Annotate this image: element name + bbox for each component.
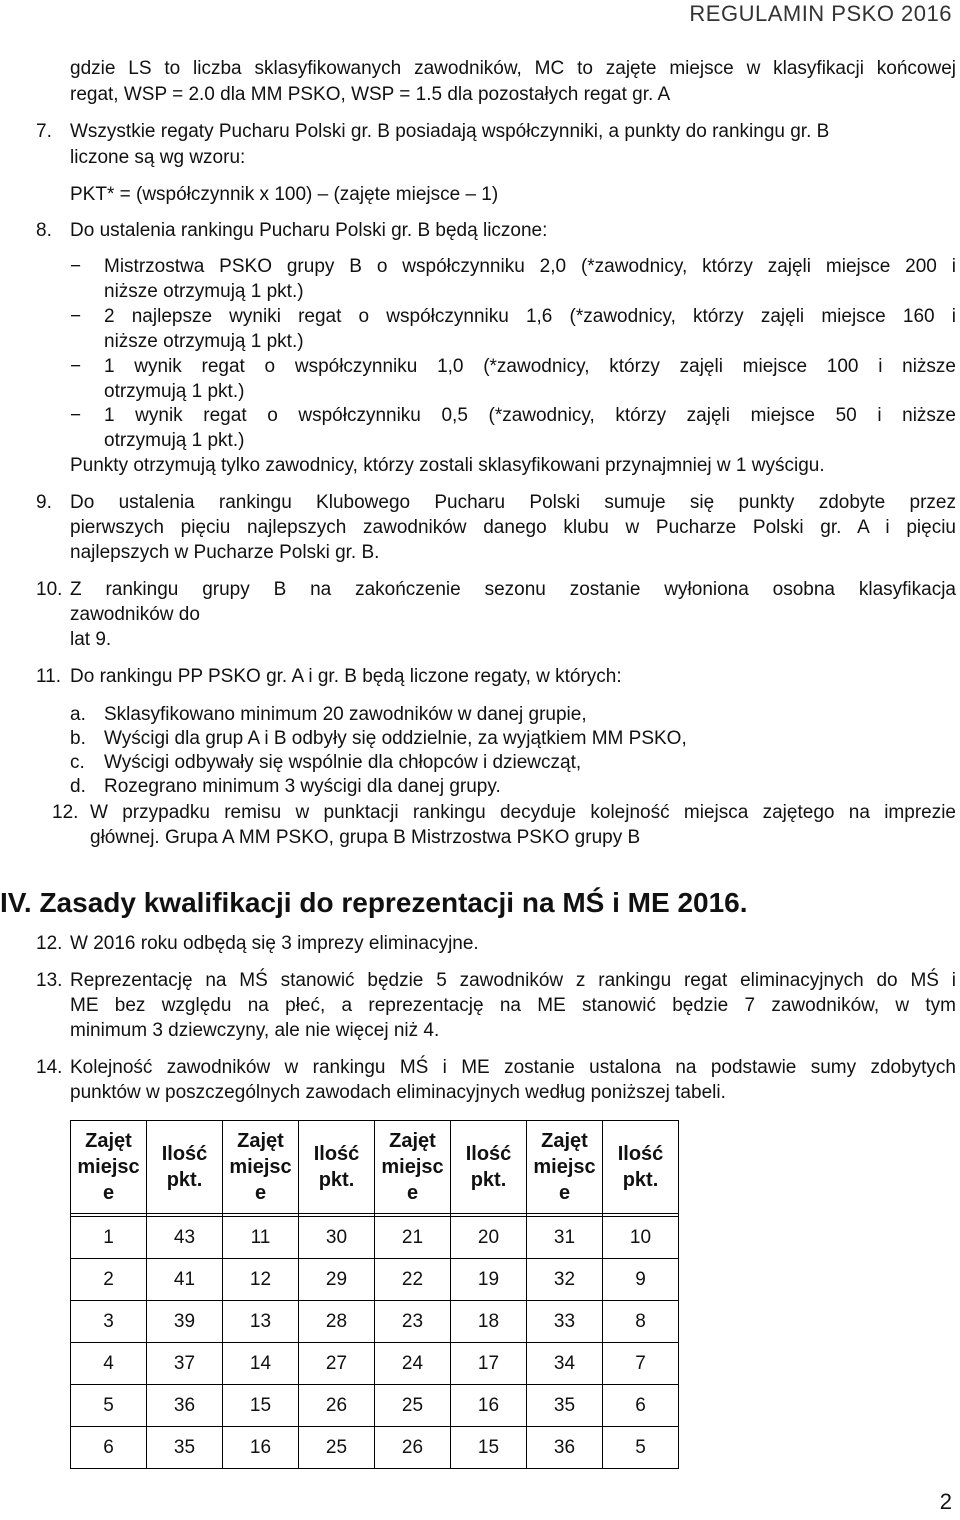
table-cell: 21	[375, 1217, 451, 1259]
item-13-line-1: Reprezentację na MŚ stanowić będzie 5 zawodników z rankingu regat eliminacyjnych do MŚ i	[70, 970, 956, 991]
table-row	[71, 1343, 679, 1385]
item-11d-letter: d.	[70, 776, 86, 797]
item-10-number: 10.	[36, 579, 63, 600]
table-cell: 22	[375, 1259, 451, 1301]
header-place: Zajęt miejsc e	[223, 1121, 299, 1214]
item-11c-text: Wyścigi odbywały się wspólnie dla chłopców i dziewcząt,	[104, 752, 582, 773]
table-cell: 6	[71, 1427, 147, 1469]
table-header-row	[71, 1121, 679, 1214]
item-11b-text: Wyścigi dla grup A i B odbyły się oddzielnie, za wyjątkiem MM PSKO,	[104, 728, 687, 749]
table-cell: 32	[527, 1259, 603, 1301]
table-cell: 8	[603, 1301, 679, 1343]
table-row	[71, 1427, 679, 1469]
item-9-line-2: pierwszych pięciu najlepszych zawodników danego klubu w Pucharze Polski gr. A i pięciu	[70, 517, 956, 538]
bullet-dash: −	[70, 356, 82, 377]
item-13-line-2: ME bez względu na płeć, a reprezentację na ME stanowić będzie 7 zawodników, w tym	[70, 995, 956, 1016]
table-cell: 5	[603, 1427, 679, 1469]
item-11a-text: Sklasyfikowano minimum 20 zawodników w danej grupie,	[104, 704, 587, 725]
table-cell: 43	[147, 1217, 223, 1259]
table-cell: 30	[299, 1217, 375, 1259]
item-11c-letter: c.	[70, 752, 85, 773]
item-14-number: 14.	[36, 1057, 63, 1078]
bullet-3-line-2: otrzymują 1 pkt.)	[104, 381, 245, 402]
table-cell: 2	[71, 1259, 147, 1301]
table-row	[71, 1217, 679, 1259]
item-12-number: 12.	[52, 802, 79, 823]
table-cell: 5	[71, 1385, 147, 1427]
header-points: Ilość pkt.	[299, 1121, 375, 1214]
item-14-line-2: punktów w poszczególnych zawodach eliminacyjnych według poniższej tabeli.	[70, 1082, 726, 1103]
item-7-line-2: liczone są wg wzoru:	[70, 147, 246, 168]
item-9-line-3: najlepszych w Pucharze Polski gr. B.	[70, 542, 380, 563]
table-cell: 36	[527, 1427, 603, 1469]
table-cell: 10	[603, 1217, 679, 1259]
table-cell: 37	[147, 1343, 223, 1385]
table-cell: 26	[299, 1385, 375, 1427]
item-9-line-1: Do ustalenia rankingu Klubowego Pucharu Polski sumuje się punkty zdobyte przez	[70, 492, 956, 513]
item-11a-letter: a.	[70, 704, 86, 725]
table-cell: 18	[451, 1301, 527, 1343]
item-8-note: Punkty otrzymują tylko zawodnicy, którzy zostali sklasyfikowani przynajmniej w 1 wyścigu.	[70, 455, 825, 476]
item-11b-letter: b.	[70, 728, 86, 749]
table-cell: 35	[527, 1385, 603, 1427]
table-cell: 27	[299, 1343, 375, 1385]
item-12b-text: W 2016 roku odbędą się 3 imprezy eliminacyjne.	[70, 933, 479, 954]
page-number: 2	[939, 1489, 952, 1514]
table-cell: 26	[375, 1427, 451, 1469]
item-12-line-2: głównej. Grupa A MM PSKO, grupa B Mistrzostwa PSKO grupy B	[90, 827, 641, 848]
table-row	[71, 1259, 679, 1301]
table-cell: 15	[451, 1427, 527, 1469]
bullet-3-line-1: 1 wynik regat o współczynniku 1,0 (*zawodnicy, którzy zajęli miejsce 100 i niższe	[104, 356, 956, 377]
bullet-2-line-2: niższe otrzymują 1 pkt.)	[104, 331, 304, 352]
table-cell: 35	[147, 1427, 223, 1469]
header-points: Ilość pkt.	[603, 1121, 679, 1214]
item-12-line-1: W przypadku remisu w punktacji rankingu decyduje kolejność miejsca zajętego na imprezie	[90, 802, 956, 823]
table-cell: 41	[147, 1259, 223, 1301]
table-cell: 1	[71, 1217, 147, 1259]
table-cell: 20	[451, 1217, 527, 1259]
table-row	[71, 1385, 679, 1427]
table-cell: 19	[451, 1259, 527, 1301]
table-cell: 39	[147, 1301, 223, 1343]
table-cell: 29	[299, 1259, 375, 1301]
item-13-line-3: minimum 3 dziewczyny, ale nie więcej niż 4.	[70, 1020, 440, 1041]
bullet-dash: −	[70, 405, 82, 426]
item-11d-text: Rozegrano minimum 3 wyścigi dla danej grupy.	[104, 776, 501, 797]
table-cell: 15	[223, 1385, 299, 1427]
item-8-text: Do ustalenia rankingu Pucharu Polski gr. B będą liczone:	[70, 220, 548, 241]
table-row	[71, 1301, 679, 1343]
header-points: Ilość pkt.	[147, 1121, 223, 1214]
table-cell: 17	[451, 1343, 527, 1385]
table-cell: 33	[527, 1301, 603, 1343]
table-cell: 3	[71, 1301, 147, 1343]
table-cell: 16	[223, 1427, 299, 1469]
intro-line-2: regat, WSP = 2.0 dla MM PSKO, WSP = 1.5 dla pozostałych regat gr. A	[70, 84, 671, 105]
bullet-dash: −	[70, 256, 82, 277]
table-cell: 11	[223, 1217, 299, 1259]
table-cell: 36	[147, 1385, 223, 1427]
item-11-text: Do rankingu PP PSKO gr. A i gr. B będą liczone regaty, w których:	[70, 666, 622, 687]
table-cell: 25	[299, 1427, 375, 1469]
table-cell: 7	[603, 1343, 679, 1385]
table-cell: 34	[527, 1343, 603, 1385]
header-place: Zajęt miejsc e	[527, 1121, 603, 1214]
section-heading: IV. Zasady kwalifikacji do reprezentacji na MŚ i ME 2016.	[0, 887, 748, 918]
document-header-title: REGULAMIN PSKO 2016	[689, 1, 952, 26]
bullet-1-line-2: niższe otrzymują 1 pkt.)	[104, 281, 304, 302]
table-cell: 24	[375, 1343, 451, 1385]
item-10-line-2: zawodników do	[70, 604, 200, 625]
points-table	[70, 1120, 679, 1469]
table-cell: 28	[299, 1301, 375, 1343]
table-cell: 23	[375, 1301, 451, 1343]
table-cell: 6	[603, 1385, 679, 1427]
item-10-line-3: lat 9.	[70, 629, 112, 650]
bullet-4-line-2: otrzymują 1 pkt.)	[104, 430, 245, 451]
item-7-formula: PKT* = (współczynnik x 100) – (zajęte miejsce – 1)	[70, 184, 499, 205]
table-cell: 31	[527, 1217, 603, 1259]
table-cell: 4	[71, 1343, 147, 1385]
table-cell: 12	[223, 1259, 299, 1301]
table-cell: 25	[375, 1385, 451, 1427]
bullet-dash: −	[70, 306, 82, 327]
header-points: Ilość pkt.	[451, 1121, 527, 1214]
item-14-line-1: Kolejność zawodników w rankingu MŚ i ME zostanie ustalona na podstawie sumy zdobytych	[70, 1057, 956, 1078]
item-12b-number: 12.	[36, 933, 63, 954]
item-7-line-1: Wszystkie regaty Pucharu Polski gr. B posiadają współczynniki, a punkty do rankingu gr. B	[70, 121, 830, 142]
table-cell: 13	[223, 1301, 299, 1343]
table-cell: 16	[451, 1385, 527, 1427]
item-9-number: 9.	[36, 492, 52, 513]
item-13-number: 13.	[36, 970, 63, 991]
item-10-line-1: Z rankingu grupy B na zakończenie sezonu zostanie wyłoniona osobna klasyfikacja	[70, 579, 956, 600]
item-7-number: 7.	[36, 121, 52, 142]
intro-line-1: gdzie LS to liczba sklasyfikowanych zawodników, MC to zajęte miejsce w klasyfikacji końcowej	[70, 58, 956, 79]
table-cell: 9	[603, 1259, 679, 1301]
header-place: Zajęt miejsc e	[375, 1121, 451, 1214]
bullet-4-line-1: 1 wynik regat o współczynniku 0,5 (*zawodnicy, którzy zajęli miejsce 50 i niższe	[104, 405, 956, 426]
item-8-number: 8.	[36, 220, 52, 241]
table-cell: 14	[223, 1343, 299, 1385]
bullet-2-line-1: 2 najlepsze wyniki regat o współczynniku 1,6 (*zawodnicy, którzy zajęli miejsce 160 i	[104, 306, 956, 327]
header-place: Zajęt miejsc e	[71, 1121, 147, 1214]
bullet-1-line-1: Mistrzostwa PSKO grupy B o współczynniku 2,0 (*zawodnicy, którzy zajęli miejsce 200 i	[104, 256, 956, 277]
item-11-number: 11.	[36, 666, 62, 687]
